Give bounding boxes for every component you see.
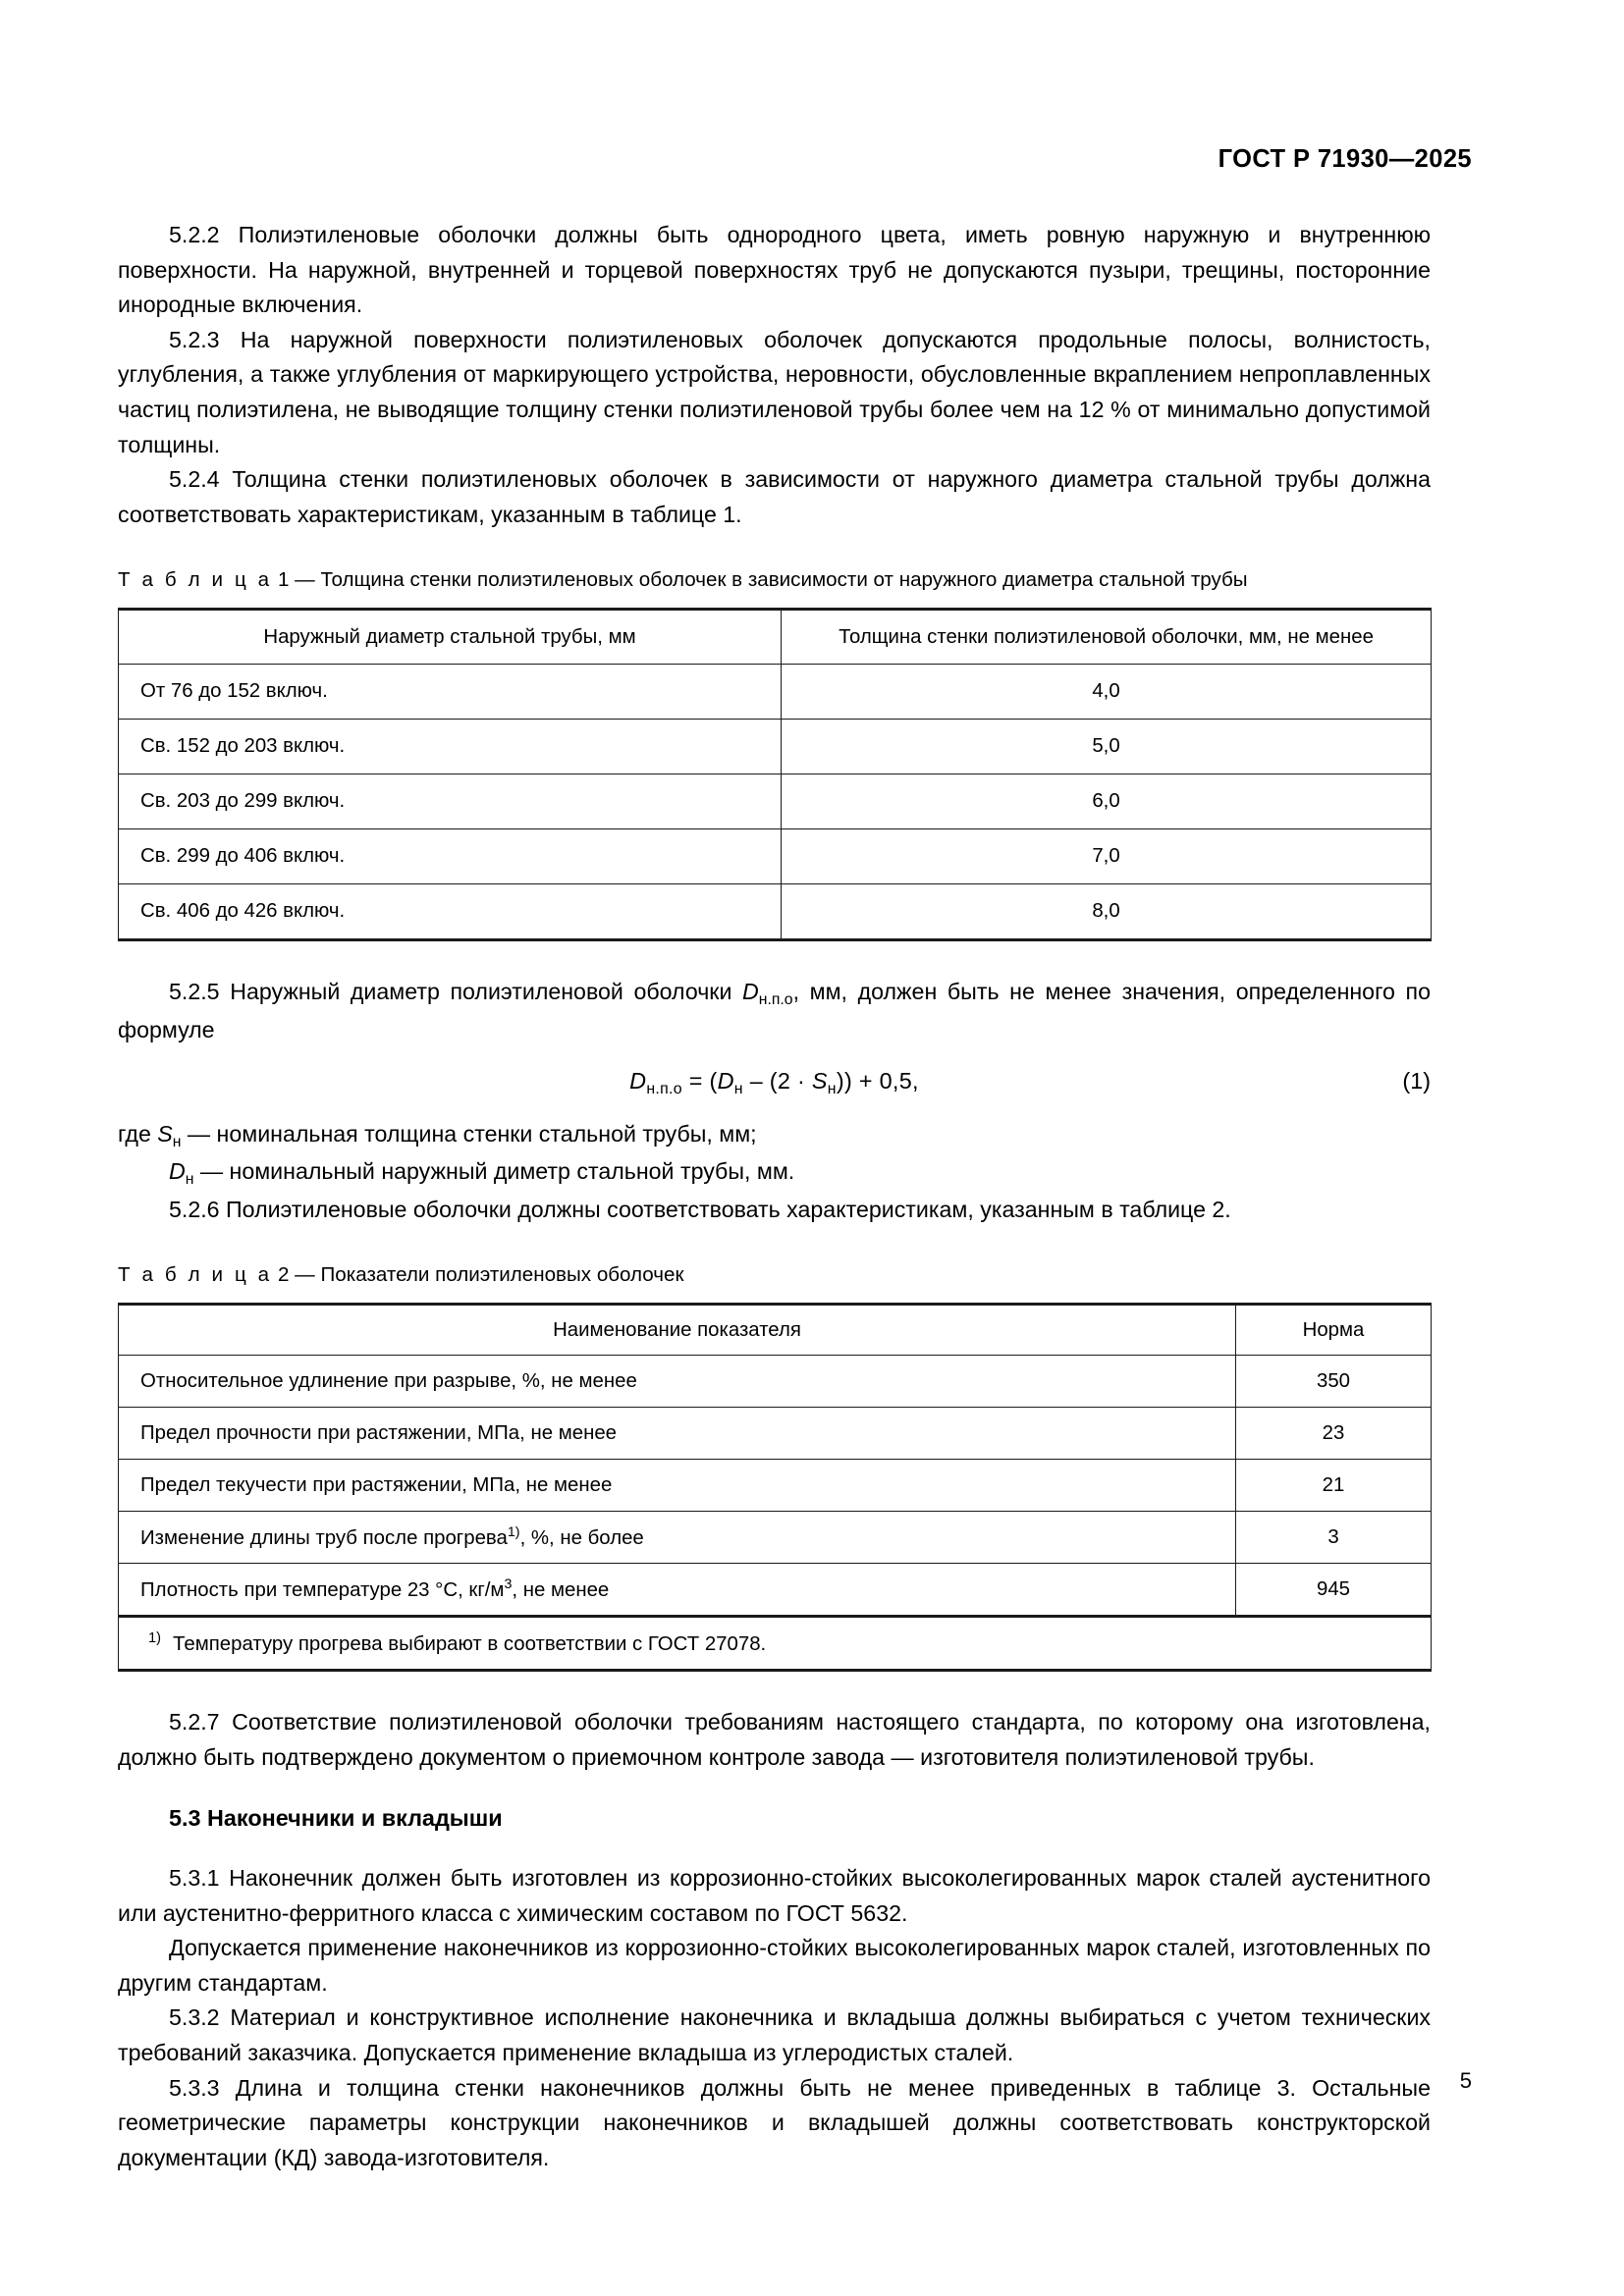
table-row xyxy=(119,1408,1432,1460)
document-content xyxy=(118,218,1431,2175)
table-2-cell-name-pre: Плотность при температуре 23 °C, кг/м xyxy=(140,1579,505,1602)
document-header-standard-code: ГОСТ Р 71930—2025 xyxy=(1218,145,1472,173)
table-1-cell-diameter: Св. 152 до 203 включ. xyxy=(119,720,782,774)
table-2-caption-text: Показатели полиэтиленовых оболочек xyxy=(320,1263,684,1287)
paragraph-5-3-3: 5.3.3 Длина и толщина стенки наконечников должны быть не менее приведенных в таблице 3. Остальные геометрические параметры конструкции наконечников и вкладышей должны соответствовать конструкторской документации (КД) завода-изготовителя. xyxy=(118,2074,1431,2170)
symbol-d-outer: D xyxy=(742,979,759,1005)
paragraph-5-3-2: 5.3.2 Материал и конструктивное исполнение наконечника и вкладыша должны выбираться с учетом технических требований заказчика. Допускается применение вкладыша из углеродистых сталей. xyxy=(118,2004,1431,2066)
table-2-cell-name xyxy=(119,1564,1236,1617)
paragraph-5-3-1-b: Допускается применение наконечников из коррозионно-стойких высоколегированных марок сталей, изготовленных по другим стандартам. xyxy=(118,1935,1431,1996)
paragraph-5-2-4: 5.2.4 Толщина стенки полиэтиленовых оболочек в зависимости от наружного диаметра стальной трубы должна соответствовать характеристикам, указанным в таблице 1. xyxy=(118,466,1431,527)
table-2-footnote-row xyxy=(119,1617,1432,1671)
table-1-col-thickness: Толщина стенки полиэтиленовой оболочки, мм, не менее xyxy=(782,610,1432,665)
table-row xyxy=(119,1356,1432,1408)
table-1-cell-diameter: От 76 до 152 включ. xyxy=(119,665,782,720)
table-2-cell-name: Предел текучести при растяжении, МПа, не менее xyxy=(119,1460,1236,1512)
paragraph-5-2-3: 5.2.3 На наружной поверхности полиэтиленовых оболочек допускаются продольные полосы, волнистость, углубления, а также углубления от маркирующего устройства, неровности, обусловленные вкраплением непроплавленных частиц полиэтилена, не выводящие толщину стенки полиэтиленовой трубы более чем на 12 % от минимально допустимой толщины. xyxy=(118,326,1431,457)
where-label: где xyxy=(118,1120,158,1147)
table-2-header-row xyxy=(119,1305,1432,1356)
table-1-cell-diameter: Св. 299 до 406 включ. xyxy=(119,829,782,884)
formula-1-row xyxy=(118,1061,1431,1104)
formula-lhs-symbol: D xyxy=(629,1067,647,1094)
paragraph-5-2-2: 5.2.2 Полиэтиленовые оболочки должны быть однородного цвета, иметь ровную наружную и внутреннюю поверхности. На наружной, внутренней и торцевой поверхностях труб не допускаются пузыри, трещины, посторонние инородные включения. xyxy=(118,222,1431,318)
formula-1-number: (1) xyxy=(1402,1067,1431,1094)
table-2-col-name: Наименование показателя xyxy=(119,1305,1236,1356)
table-1-cell-thickness: 7,0 xyxy=(782,829,1432,884)
table-2-caption xyxy=(118,1260,1431,1290)
table-1-cell-thickness: 6,0 xyxy=(782,774,1432,829)
where-d-description: — номинальный наружный диметр стальной трубы, мм. xyxy=(193,1158,795,1185)
symbol-s: S xyxy=(157,1120,173,1147)
spacer xyxy=(118,1048,1431,1061)
spacer xyxy=(118,1227,1431,1260)
spacer xyxy=(118,1836,1431,1861)
formula-1 xyxy=(629,1061,919,1104)
table-2-cell-name: Относительное удлинение при разрыве, %, не менее xyxy=(119,1356,1236,1408)
table-1-caption-number: 1 xyxy=(277,568,290,592)
table-2-cell-norm: 3 xyxy=(1236,1512,1432,1564)
table-2-cell-name-pre: Изменение длины труб после прогрева xyxy=(140,1527,508,1550)
table-1-cell-thickness: 8,0 xyxy=(782,884,1432,940)
table-2-cell-name-post: , не менее xyxy=(512,1579,610,1602)
symbol-s-subscript: н xyxy=(172,1133,182,1150)
table-wall-thickness-by-diameter xyxy=(118,608,1432,941)
table-2-cell-norm: 350 xyxy=(1236,1356,1432,1408)
section-heading-5-3: 5.3 Наконечники и вкладыши xyxy=(169,1804,503,1831)
paragraph-5-2-5-pre: 5.2.5 Наружный диаметр полиэтиленовой оболочки xyxy=(169,979,743,1005)
footnote-marker: 1) xyxy=(148,1630,162,1647)
symbol-d-subscript: н xyxy=(185,1171,194,1189)
table-2-col-norm: Норма xyxy=(1236,1305,1432,1356)
table-2-cell-name-post: , %, не более xyxy=(519,1527,644,1550)
spacer xyxy=(118,1290,1431,1303)
table-row xyxy=(119,1564,1432,1617)
exponent-three: 3 xyxy=(504,1576,513,1593)
formula-s-symbol: S xyxy=(811,1067,828,1094)
footnote-text: Температуру прогрева выбирают в соответствии с ГОСТ 27078. xyxy=(173,1633,767,1656)
where-s-description: — номинальная толщина стенки стальной трубы, мм; xyxy=(181,1120,757,1147)
formula-equals: = ( xyxy=(681,1067,718,1094)
spacer xyxy=(118,595,1431,608)
spacer xyxy=(118,1104,1431,1117)
table-1-cell-diameter: Св. 203 до 299 включ. xyxy=(119,774,782,829)
paragraph-5-2-5 xyxy=(118,975,1431,1047)
symbol-d-outer-subscript: н.п.о xyxy=(758,991,793,1009)
table-2-cell-name: Предел прочности при растяжении, МПа, не менее xyxy=(119,1408,1236,1460)
table-1-cell-diameter: Св. 406 до 426 включ. xyxy=(119,884,782,940)
table-row xyxy=(119,1512,1432,1564)
formula-minus-part: – (2 · xyxy=(742,1067,812,1094)
formula-s-subscript: н xyxy=(827,1080,837,1097)
table-2-cell-norm: 21 xyxy=(1236,1460,1432,1512)
table-row xyxy=(119,884,1432,940)
paragraph-5-2-7: 5.2.7 Соответствие полиэтиленовой оболочки требованиям настоящего стандарта, по которому она изготовлена, должно быть подтверждено документом о приемочном контроле завода — изготовителя полиэтиленовой трубы. xyxy=(118,1709,1431,1770)
table-2-footnote xyxy=(119,1617,1432,1671)
table-1-caption-word: Т а б л и ц а xyxy=(118,568,273,592)
table-1-caption xyxy=(118,565,1431,595)
table-2-cell-norm: 23 xyxy=(1236,1408,1432,1460)
table-2-caption-word: Т а б л и ц а xyxy=(118,1263,273,1287)
formula-where-d xyxy=(118,1154,1431,1193)
table-row xyxy=(119,774,1432,829)
table-1-header-row xyxy=(119,610,1432,665)
formula-d-subscript: н xyxy=(733,1080,743,1097)
table-2-cell-norm: 945 xyxy=(1236,1564,1432,1617)
paragraph-5-2-5-post: , мм, должен быть не менее значения, определенного по формуле xyxy=(118,979,1431,1042)
paragraph-5-3-1: 5.3.1 Наконечник должен быть изготовлен из коррозионно-стойких высоколегированных марок сталей аустенитного или аустенитно-ферритного класса с химическим составом по ГОСТ 5632. xyxy=(118,1865,1431,1926)
table-row xyxy=(119,829,1432,884)
spacer xyxy=(118,1672,1431,1705)
formula-tail: )) + 0,5, xyxy=(836,1067,919,1094)
footnote-ref-icon: 1) xyxy=(507,1524,520,1541)
spacer xyxy=(118,532,1431,565)
page-number: 5 xyxy=(1459,2068,1472,2093)
table-2-cell-name xyxy=(119,1512,1236,1564)
table-1-cell-thickness: 4,0 xyxy=(782,665,1432,720)
table-row xyxy=(119,1460,1432,1512)
table-1-cell-thickness: 5,0 xyxy=(782,720,1432,774)
table-2-caption-dash: — xyxy=(295,1263,315,1287)
formula-where-s xyxy=(118,1117,1431,1155)
formula-d-symbol: D xyxy=(717,1067,734,1094)
table-1-caption-text: Толщина стенки полиэтиленовых оболочек в зависимости от наружного диаметра стальной трубы xyxy=(320,568,1248,592)
symbol-d: D xyxy=(169,1158,186,1185)
table-polyethylene-coating-indicators xyxy=(118,1303,1432,1672)
formula-lhs-subscript: н.п.о xyxy=(646,1080,682,1097)
table-row xyxy=(119,665,1432,720)
spacer xyxy=(118,1776,1431,1801)
table-1-col-diameter: Наружный диаметр стальной трубы, мм xyxy=(119,610,782,665)
paragraph-5-2-6: 5.2.6 Полиэтиленовые оболочки должны соответствовать характеристикам, указанным в таблице 2. xyxy=(169,1196,1231,1222)
table-2-caption-number: 2 xyxy=(277,1263,290,1287)
table-row xyxy=(119,720,1432,774)
table-1-caption-dash: — xyxy=(295,568,315,592)
spacer xyxy=(118,941,1431,975)
